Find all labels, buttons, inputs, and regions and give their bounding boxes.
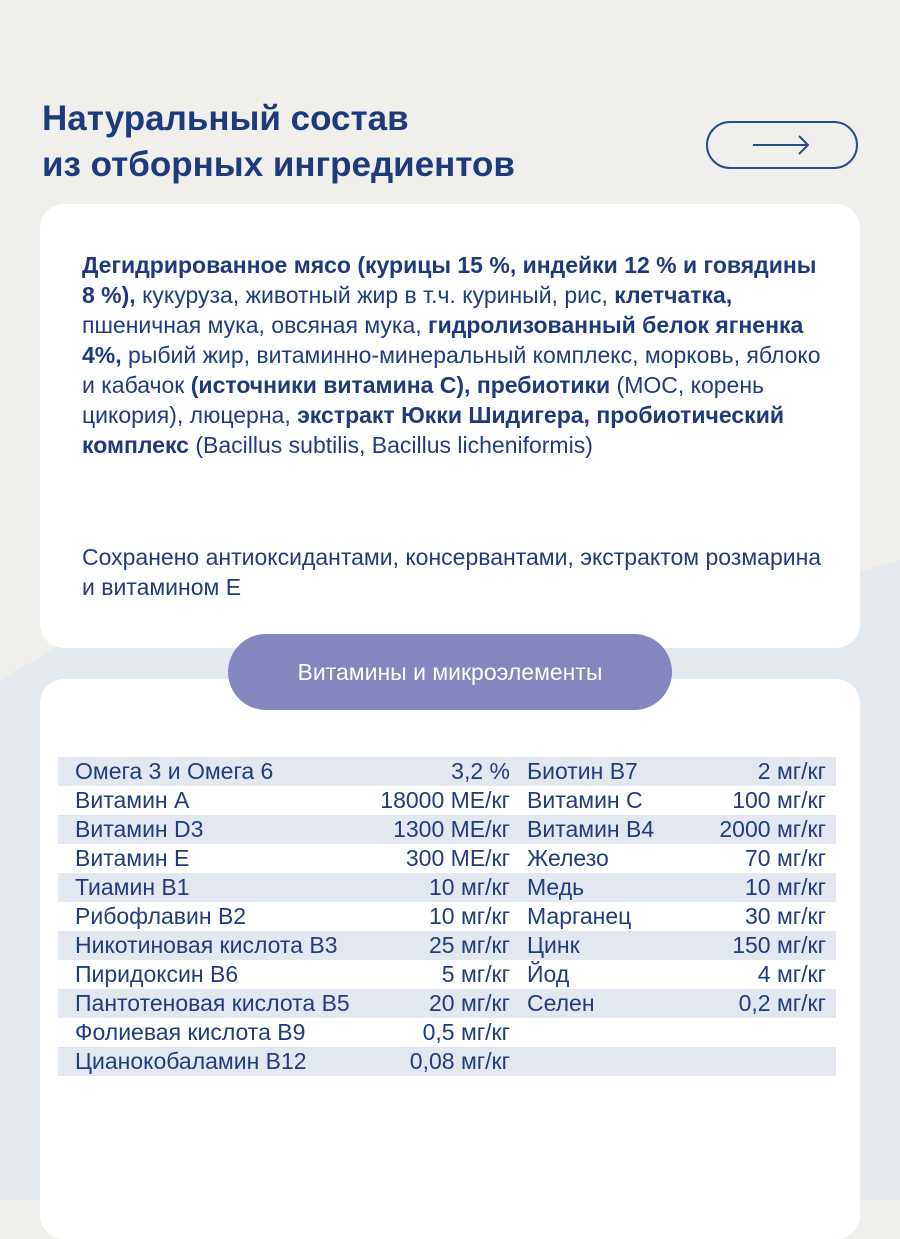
nutrient-value: 1300 МЕ/кг — [393, 816, 510, 842]
table-row — [58, 786, 836, 815]
nutrient-name: Йод — [527, 961, 570, 987]
nutrient-name: Витамин C — [527, 787, 643, 813]
composition-highlight: гидролизованный белок ягненка 4%, — [82, 312, 804, 368]
nutrient-name: Медь — [527, 874, 585, 900]
nutrient-value: 18000 МЕ/кг — [380, 787, 510, 813]
nutrient-value: 2000 мг/кг — [719, 816, 826, 842]
table-row — [58, 931, 836, 960]
nutrient-name: Рибофлавин B2 — [75, 903, 247, 929]
nutrient-value: 70 мг/кг — [744, 845, 826, 871]
title-line-1: Натуральный состав — [42, 99, 409, 138]
composition-highlight: экстракт Юкки Шидигера, пробиотический комплекс — [82, 402, 784, 458]
nutrient-value: 10 мг/кг — [428, 874, 510, 900]
nutrient-value: 3,2 % — [451, 758, 510, 784]
nutrient-name: Пиридоксин B6 — [75, 961, 239, 987]
nutrient-name: Цинк — [527, 932, 580, 958]
arrow-right-icon — [750, 133, 814, 157]
nutrient-name: Витамин A — [75, 787, 190, 813]
nutrient-value: 300 МЕ/кг — [405, 845, 510, 871]
nutrient-value: 20 мг/кг — [428, 990, 510, 1016]
preservation-note: Сохранено антиоксидантами, консервантами, экстрактом розмарина и витамином Е — [82, 544, 822, 600]
nutrient-value: 30 мг/кг — [744, 903, 826, 929]
nutrient-value: 0,2 мг/кг — [738, 990, 826, 1016]
nutrient-name: Селен — [527, 990, 595, 1016]
nutrient-value: 25 мг/кг — [428, 932, 510, 958]
nutrient-name: Железо — [527, 845, 609, 871]
table-row — [58, 960, 836, 989]
composition-segment: рыбий жир, витаминно-минеральный комплекс, морковь, яблоко и кабачок — [82, 342, 821, 398]
nutrient-name: Марганец — [527, 903, 632, 929]
title-line-2: из отборных ингредиентов — [42, 145, 515, 184]
composition-segment: пшеничная мука, овсяная мука, — [82, 312, 429, 338]
nutrient-name: Цианокобаламин B12 — [75, 1048, 307, 1074]
vitamins-label-pill: Витамины и микроэлементы — [228, 634, 672, 710]
nutrient-name: Тиамин B1 — [75, 874, 190, 900]
nutrient-value: 0,5 мг/кг — [422, 1019, 510, 1045]
nutrient-name: Фолиевая кислота B9 — [75, 1019, 306, 1045]
nutrient-name: Витамин E — [75, 845, 190, 871]
nutrient-name: Биотин B7 — [527, 758, 638, 784]
nutrient-value: 2 мг/кг — [757, 758, 826, 784]
nutrient-name: Витамин B4 — [527, 816, 655, 842]
composition-highlight: клетчатка, — [614, 282, 733, 308]
table-row — [58, 989, 836, 1018]
table-row — [58, 902, 836, 931]
composition-highlight: Дегидрированное мясо (курицы 15 %, индейки 12 % и говядины 8 %), — [82, 252, 817, 308]
composition-segment: кукуруза, животный жир в т.ч. куриный, рис, — [135, 282, 615, 308]
nutrient-name: Омега 3 и Омега 6 — [75, 758, 274, 784]
composition-segment: (МОС, корень цикория), люцерна, — [82, 372, 765, 428]
nutrient-value: 4 мг/кг — [757, 961, 826, 987]
vitamins-table — [58, 757, 836, 1076]
table-row — [58, 1018, 836, 1047]
next-arrow-button[interactable] — [706, 121, 858, 169]
nutrient-value: 150 мг/кг — [732, 932, 826, 958]
composition-highlight: (источники витамина С), пребиотики — [190, 372, 611, 398]
page-title — [42, 96, 515, 188]
table-row — [58, 815, 836, 844]
composition-card — [40, 204, 860, 648]
nutrient-name: Никотиновая кислота B3 — [75, 932, 338, 958]
nutrient-name: Витамин D3 — [75, 816, 204, 842]
nutrient-value: 10 мг/кг — [428, 903, 510, 929]
table-row — [58, 757, 836, 786]
composition-segment: (Bacillus subtilis, Bacillus licheniformis) — [188, 432, 593, 458]
table-row — [58, 1047, 836, 1076]
nutrient-value: 0,08 мг/кг — [409, 1048, 510, 1074]
table-row — [58, 873, 836, 902]
nutrient-value: 5 мг/кг — [441, 961, 510, 987]
composition-text — [82, 250, 832, 460]
nutrient-value: 10 мг/кг — [744, 874, 826, 900]
nutrient-name: Пантотеновая кислота B5 — [75, 990, 350, 1016]
nutrient-value: 100 мг/кг — [732, 787, 826, 813]
table-row — [58, 844, 836, 873]
